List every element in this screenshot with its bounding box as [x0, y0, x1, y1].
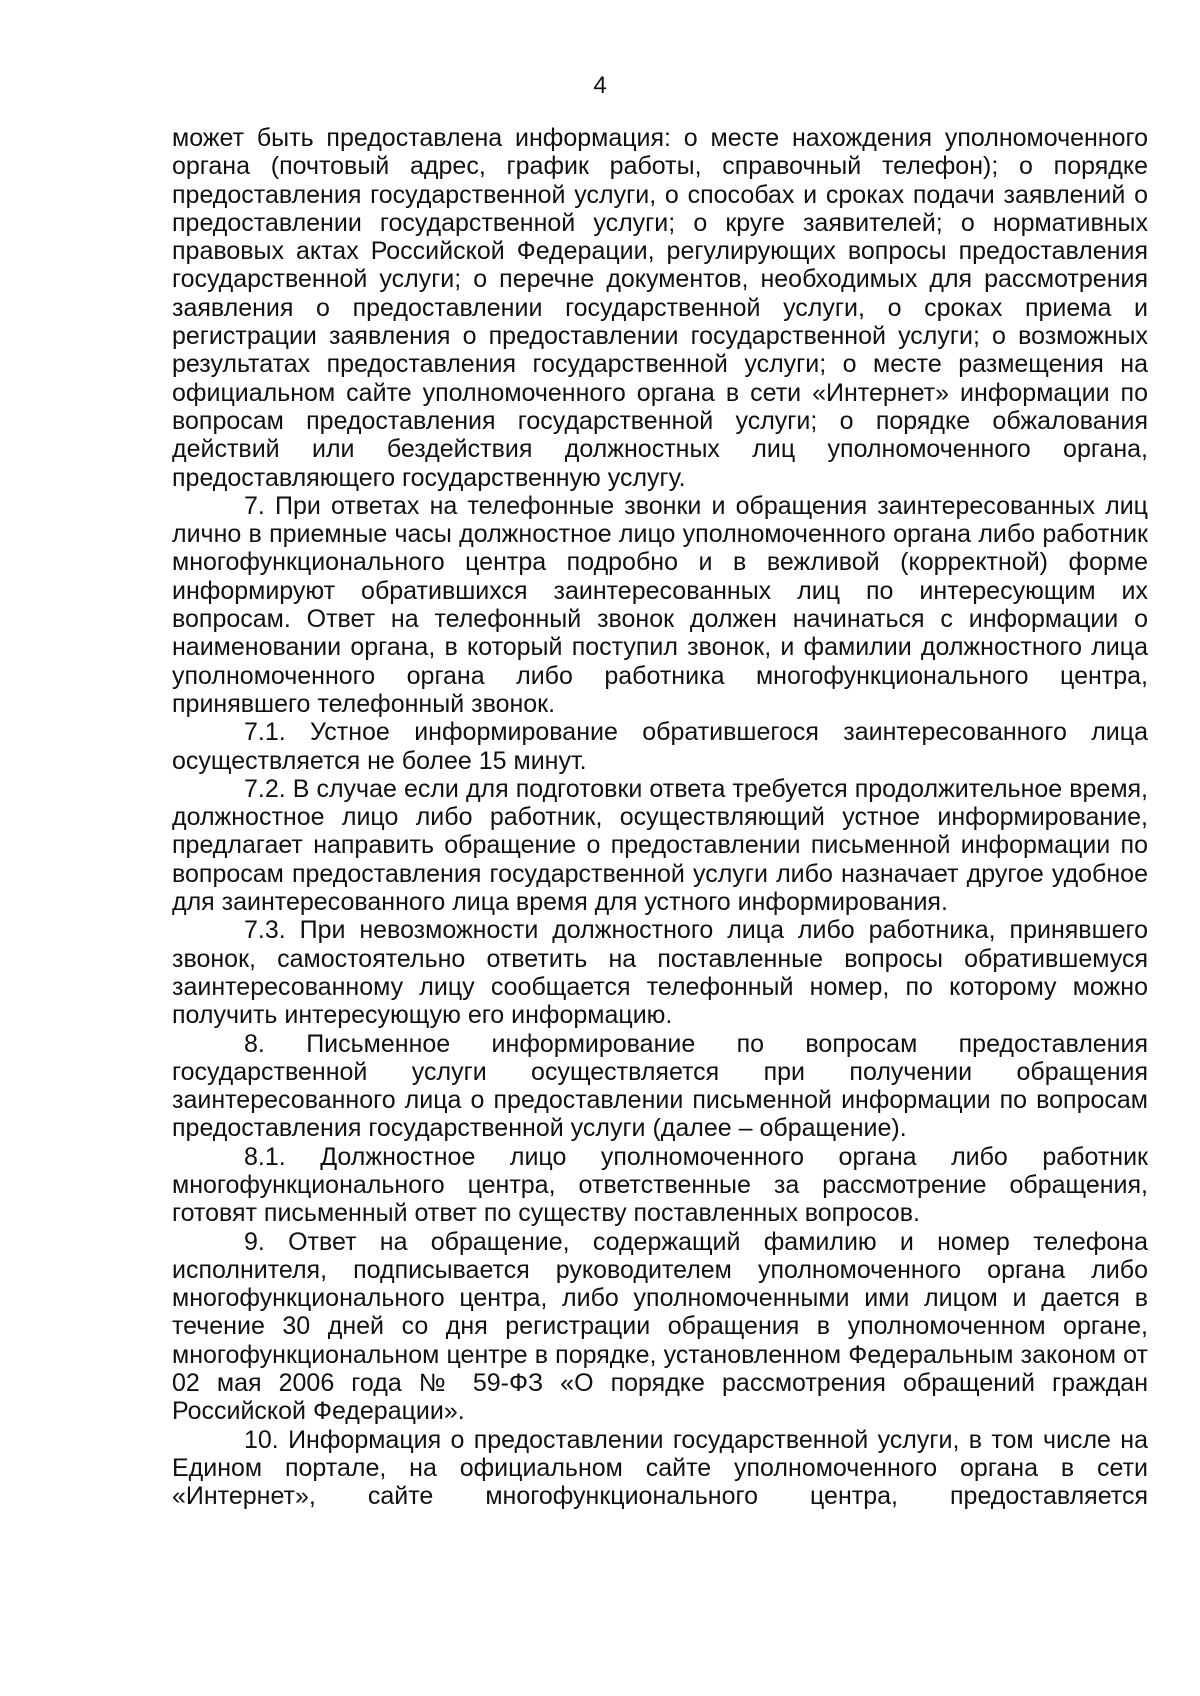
- paragraph-7-2: 7.2. В случае если для подготовки ответа требуется продолжительное время, должностное лицо либо работник, осуществляющий устное информирование, предлагает направить обращение о предоставлении письменной информации по вопросам предоставления государственной услуги либо назначает другое удобное для заинтересованного лица время для устного информирования.: [172, 774, 1148, 917]
- page-number: 4: [593, 72, 607, 99]
- paragraph-9: 9. Ответ на обращение, содержащий фамилию и номер телефона исполнителя, подписывается руководителем уполномоченного органа либо многофункционального центра, либо уполномоченными ими лицом и дается в течение 30 дней со дня регистрации обращения в уполномоченном органе, многофункциональном центре в порядке, установленном Федеральным законом от 02 мая 2006 года № 59-ФЗ «О порядке рассмотрения обращений граждан Российской Федерации».: [172, 1227, 1148, 1426]
- paragraph-7-3: 7.3. При невозможности должностного лица либо работника, принявшего звонок, самостоятельно ответить на поставленные вопросы обратившемуся заинтересованному лицу сообщается телефонный номер, по которому можно получить интересующую его информацию.: [172, 916, 1148, 1030]
- paragraph-7-1: 7.1. Устное информирование обратившегося заинтересованного лица осуществляется не более 15 минут.: [172, 718, 1148, 775]
- paragraph-8: 8. Письменное информирование по вопросам предоставления государственной услуги осуществляется при получении обращения заинтересованного лица о предоставлении письменной информации по вопросам предоставления государственной услуги (далее – обращение).: [172, 1029, 1148, 1143]
- paragraph-information-list: может быть предоставлена информация: о месте нахождения уполномоченного органа (почтовый адрес, график работы, справочный телефон); о порядке предоставления государственной услуги, о способах и сроках подачи заявлений о предоставлении государственной услуги; о круге заявителей; о нормативных правовых актах Российской Федерации, регулирующих вопросы предоставления государственной услуги; о перечне документов, необходимых для рассмотрения заявления о предоставлении государственной услуги, о сроках приема и регистрации заявления о предоставлении государственной услуги; о возможных результатах предоставления государственной услуги; о месте размещения на официальном сайте уполномоченного органа в сети «Интернет» информации по вопросам предоставления государственной услуги; о порядке обжалования действий или бездействия должностных лиц уполномоченного органа, предоставляющего государственную услугу.: [172, 124, 1148, 492]
- paragraph-7: 7. При ответах на телефонные звонки и обращения заинтересованных лиц лично в приемные часы должностное лицо уполномоченного органа либо работник многофункционального центра подробно и в вежливой (корректной) форме информируют обратившихся заинтересованных лиц по интересующим их вопросам. Ответ на телефонный звонок должен начинаться с информации о наименовании органа, в который поступил звонок, и фамилии должностного лица уполномоченного органа либо работника многофункционального центра, принявшего телефонный звонок.: [172, 491, 1148, 718]
- document-body: [172, 124, 1148, 1511]
- paragraph-10: 10. Информация о предоставлении государственной услуги, в том числе на Едином портале, на официальном сайте уполномоченного органа в сети «Интернет», сайте многофункционального центра, предоставляется: [172, 1425, 1148, 1511]
- paragraph-8-1: 8.1. Должностное лицо уполномоченного органа либо работник многофункционального центра, ответственные за рассмотрение обращения, готовят письменный ответ по существу поставленных вопросов.: [172, 1142, 1148, 1228]
